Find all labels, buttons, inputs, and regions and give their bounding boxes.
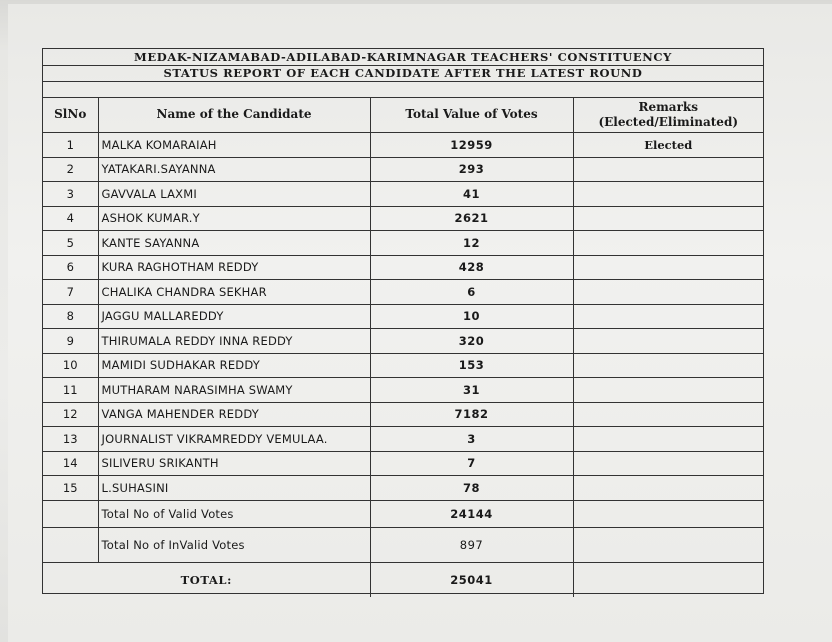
candidate-slno: 3 <box>43 182 98 207</box>
invalid-votes-row <box>43 527 763 562</box>
blank-header-row <box>43 81 763 98</box>
candidate-row <box>43 402 763 427</box>
candidate-votes: 6 <box>370 280 573 305</box>
report-subtitle: STATUS REPORT OF EACH CANDIDATE AFTER THE LATEST ROUND <box>43 65 763 82</box>
candidate-row <box>43 133 763 158</box>
candidate-row <box>43 451 763 476</box>
candidate-name: ASHOK KUMAR.Y <box>98 206 370 231</box>
candidate-slno: 14 <box>43 451 98 476</box>
candidate-votes: 12959 <box>370 133 573 158</box>
invalid-votes-label: Total No of InValid Votes <box>98 527 370 562</box>
candidate-name: JOURNALIST VIKRAMREDDY VEMULAA. <box>98 427 370 452</box>
candidate-slno: 6 <box>43 255 98 280</box>
candidate-slno: 1 <box>43 133 98 158</box>
total-value: 25041 <box>370 562 573 597</box>
candidate-votes: 7 <box>370 451 573 476</box>
candidate-votes: 3 <box>370 427 573 452</box>
candidate-row <box>43 304 763 329</box>
candidate-votes: 10 <box>370 304 573 329</box>
candidate-votes: 153 <box>370 353 573 378</box>
candidate-slno: 9 <box>43 329 98 354</box>
candidate-remarks <box>573 427 763 452</box>
candidate-votes: 78 <box>370 476 573 501</box>
candidate-slno: 11 <box>43 378 98 403</box>
candidate-remarks <box>573 476 763 501</box>
candidate-name: THIRUMALA REDDY INNA REDDY <box>98 329 370 354</box>
candidate-name: MAMIDI SUDHAKAR REDDY <box>98 353 370 378</box>
candidate-remarks <box>573 157 763 182</box>
candidate-votes: 2621 <box>370 206 573 231</box>
remarks-header-line1: Remarks <box>638 99 698 114</box>
report-title: MEDAK-NIZAMABAD-ADILABAD-KARIMNAGAR TEACHERS' CONSTITUENCY <box>43 49 763 66</box>
valid-votes-value: 24144 <box>370 500 573 527</box>
candidate-row <box>43 157 763 182</box>
col-header-remarks <box>573 97 763 133</box>
col-header-votes: Total Value of Votes <box>370 97 573 133</box>
candidate-name: VANGA MAHENDER REDDY <box>98 402 370 427</box>
candidate-votes: 293 <box>370 157 573 182</box>
candidate-remarks <box>573 353 763 378</box>
candidate-votes: 428 <box>370 255 573 280</box>
total-label: TOTAL: <box>43 562 370 597</box>
valid-votes-label: Total No of Valid Votes <box>98 500 370 527</box>
candidate-slno: 12 <box>43 402 98 427</box>
candidate-row <box>43 378 763 403</box>
candidate-row <box>43 427 763 452</box>
paper-sheet <box>8 4 832 642</box>
col-header-slno: SlNo <box>43 97 98 133</box>
candidate-name: KURA RAGHOTHAM REDDY <box>98 255 370 280</box>
candidate-slno: 8 <box>43 304 98 329</box>
candidate-remarks: Elected <box>573 133 763 158</box>
candidate-remarks <box>573 329 763 354</box>
candidate-slno: 5 <box>43 231 98 256</box>
status-report-frame <box>42 48 764 594</box>
candidate-row <box>43 206 763 231</box>
candidate-remarks <box>573 451 763 476</box>
candidate-remarks <box>573 182 763 207</box>
candidate-remarks <box>573 402 763 427</box>
candidate-row <box>43 255 763 280</box>
candidate-row <box>43 476 763 501</box>
candidate-table <box>43 97 763 597</box>
invalid-votes-value: 897 <box>370 527 573 562</box>
candidate-slno: 7 <box>43 280 98 305</box>
candidate-slno: 10 <box>43 353 98 378</box>
candidate-name: YATAKARI.SAYANNA <box>98 157 370 182</box>
total-row <box>43 562 763 597</box>
candidate-remarks <box>573 255 763 280</box>
candidate-remarks <box>573 206 763 231</box>
candidate-row <box>43 182 763 207</box>
candidate-votes: 12 <box>370 231 573 256</box>
candidate-votes: 320 <box>370 329 573 354</box>
valid-votes-row <box>43 500 763 527</box>
candidate-name: GAVVALA LAXMI <box>98 182 370 207</box>
candidate-slno: 15 <box>43 476 98 501</box>
candidate-row <box>43 280 763 305</box>
candidate-name: L.SUHASINI <box>98 476 370 501</box>
candidate-row <box>43 353 763 378</box>
candidate-slno: 13 <box>43 427 98 452</box>
candidate-remarks <box>573 304 763 329</box>
candidate-remarks <box>573 231 763 256</box>
candidate-name: JAGGU MALLAREDDY <box>98 304 370 329</box>
candidate-slno: 4 <box>43 206 98 231</box>
candidate-row <box>43 231 763 256</box>
candidate-remarks <box>573 280 763 305</box>
candidate-slno: 2 <box>43 157 98 182</box>
candidate-name: KANTE SAYANNA <box>98 231 370 256</box>
candidate-name: CHALIKA CHANDRA SEKHAR <box>98 280 370 305</box>
candidate-name: SILIVERU SRIKANTH <box>98 451 370 476</box>
candidate-row <box>43 329 763 354</box>
col-header-name: Name of the Candidate <box>98 97 370 133</box>
table-header-row <box>43 97 763 133</box>
remarks-header-line2: (Elected/Eliminated) <box>598 114 739 129</box>
candidate-votes: 31 <box>370 378 573 403</box>
candidate-votes: 7182 <box>370 402 573 427</box>
candidate-remarks <box>573 378 763 403</box>
candidate-votes: 41 <box>370 182 573 207</box>
candidate-name: MUTHARAM NARASIMHA SWAMY <box>98 378 370 403</box>
candidate-name: MALKA KOMARAIAH <box>98 133 370 158</box>
